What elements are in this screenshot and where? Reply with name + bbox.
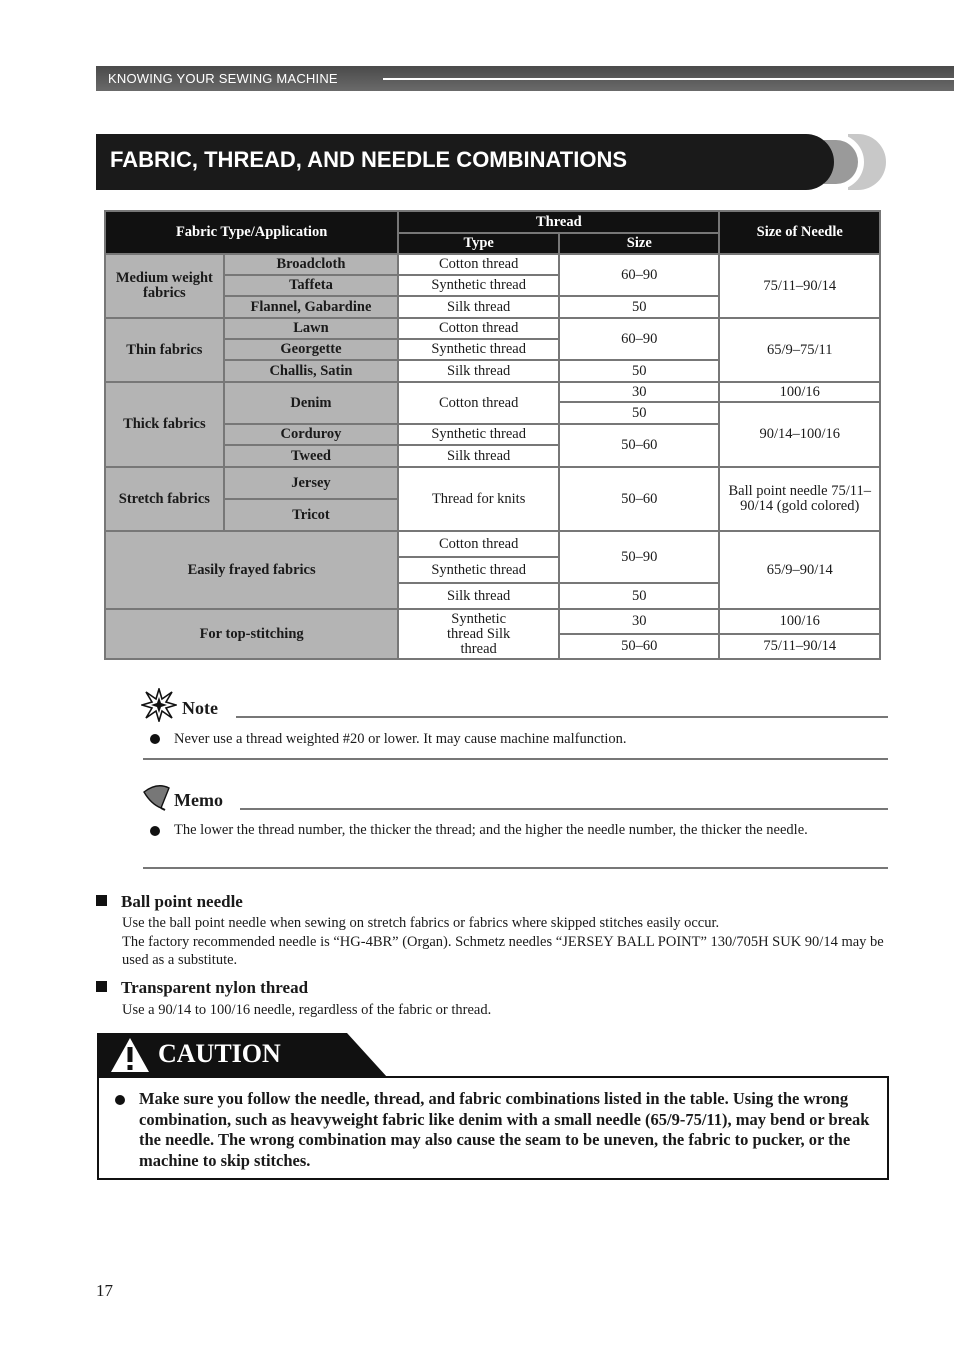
thread-size: 50 (559, 296, 719, 318)
thread-size: 50–60 (559, 424, 719, 467)
ballpoint-heading-text: Ball point needle (121, 892, 243, 911)
nylon-body: Use a 90/14 to 100/16 needle, regardless of the fabric or thread. (122, 1002, 492, 1018)
thread-type: Silk thread (398, 296, 559, 318)
header-bar (96, 66, 954, 91)
note-label: Note (182, 698, 218, 718)
page-title: FABRIC, THREAD, AND NEEDLE COMBINATIONS (110, 147, 627, 172)
header-fabric: Fabric Type/Application (105, 211, 398, 254)
needle-size: 100/16 (719, 609, 880, 634)
thread-type: Synthetic thread (398, 557, 559, 583)
fabric-challis: Challis, Satin (224, 360, 399, 382)
fabric-tricot: Tricot (224, 499, 399, 531)
fabric-corduroy: Corduroy (224, 424, 399, 445)
needle-size: 90/14–100/16 (719, 402, 880, 467)
thread-type: Synthetic thread (398, 339, 559, 360)
fabric-lawn: Lawn (224, 318, 399, 339)
caution-bullet (115, 1095, 125, 1105)
warning-icon (109, 1036, 151, 1074)
nylon-heading-text: Transparent nylon thread (121, 978, 309, 997)
ballpoint-line1: Use the ball point needle when sewing on stretch fabrics or fabrics where skipped stitches easily occur. (122, 915, 720, 931)
thread-type: Synthetic thread (398, 424, 559, 445)
header-size: Size (559, 233, 719, 254)
note-bullet (150, 734, 160, 744)
note-bottom-rule (143, 758, 888, 760)
thread-size: 50–60 (559, 634, 719, 659)
note-top-rule (236, 716, 888, 718)
ballpoint-heading (96, 892, 243, 912)
thread-type: Silk thread (398, 583, 559, 609)
thread-type: Thread for knits (398, 467, 559, 531)
thread-size: 50–60 (559, 467, 719, 531)
group-thick: Thick fabrics (105, 382, 224, 467)
thread-size: 50 (559, 360, 719, 382)
section-header: KNOWING YOUR SEWING MACHINE (108, 71, 338, 86)
thread-size: 50 (559, 583, 719, 609)
needle-size: 65/9–90/14 (719, 531, 880, 609)
memo-top-rule (240, 808, 888, 810)
group-thin: Thin fabrics (105, 318, 224, 382)
thread-size: 50 (559, 402, 719, 424)
title-banner (96, 134, 888, 190)
needle-size: 75/11–90/14 (719, 254, 880, 318)
nylon-heading (96, 978, 308, 998)
header-type: Type (398, 233, 559, 254)
fabric-broadcloth: Broadcloth (224, 254, 399, 275)
caution-label: CAUTION (158, 1039, 281, 1068)
square-bullet-icon (96, 981, 107, 992)
header-needle: Size of Needle (719, 211, 880, 254)
thread-size: 60–90 (559, 318, 719, 360)
group-topstitch: For top-stitching (105, 609, 398, 659)
fabric-denim: Denim (224, 382, 399, 424)
needle-size: Ball point needle 75/11–90/14 (gold colored) (719, 467, 880, 531)
group-frayed: Easily frayed fabrics (105, 531, 398, 609)
header-thread: Thread (398, 211, 719, 233)
thread-size: 50–90 (559, 531, 719, 583)
fabric-taffeta: Taffeta (224, 275, 399, 296)
square-bullet-icon (96, 895, 107, 906)
fabric-jersey: Jersey (224, 467, 399, 499)
ballpoint-body (122, 914, 892, 970)
needle-size: 100/16 (719, 382, 880, 402)
note-text: Never use a thread weighted #20 or lower. It may cause machine malfunction. (174, 731, 627, 747)
note-icon (141, 688, 177, 722)
memo-text: The lower the thread number, the thicker the thread; and the higher the needle number, the thicker the needle. (174, 822, 808, 838)
header-rule (383, 78, 954, 80)
thread-type: Synthetic thread (398, 275, 559, 296)
group-medium: Medium weight fabrics (105, 254, 224, 318)
combination-table (104, 210, 881, 660)
fabric-georgette: Georgette (224, 339, 399, 360)
thread-size: 30 (559, 609, 719, 634)
caution-box (97, 1076, 889, 1180)
memo-icon (141, 782, 173, 812)
ballpoint-line2: The factory recommended needle is “HG-4BR” (Organ). Schmetz needles “JERSEY BALL POINT” 130/705H SUK 90/14 may be used as a substitute. (122, 933, 884, 968)
thread-size: 60–90 (559, 254, 719, 296)
caution-text: Make sure you follow the needle, thread, and fabric combinations listed in the table. Using the wrong combination, such as heavyweight fabric like denim with a small needle (65/9-75/11), may bend or break the needle. The wrong combination may also cause the seam to be uneven, the fabric to pucker, or the machine to skip stitches. (139, 1089, 870, 1171)
fabric-tweed: Tweed (224, 445, 399, 467)
thread-type: Synthetic thread Silk thread (398, 609, 559, 659)
thread-type: Silk thread (398, 445, 559, 467)
memo-bottom-rule (143, 867, 888, 869)
memo-label: Memo (174, 790, 223, 810)
memo-bullet (150, 826, 160, 836)
thread-type: Cotton thread (398, 318, 559, 339)
thread-type: Silk thread (398, 360, 559, 382)
thread-type: Cotton thread (398, 531, 559, 557)
page-number: 17 (96, 1281, 113, 1300)
thread-size: 30 (559, 382, 719, 402)
needle-size: 65/9–75/11 (719, 318, 880, 382)
fabric-flannel: Flannel, Gabardine (224, 296, 399, 318)
group-stretch: Stretch fabrics (105, 467, 224, 531)
thread-type: Cotton thread (398, 382, 559, 424)
thread-type: Cotton thread (398, 254, 559, 275)
needle-size: 75/11–90/14 (719, 634, 880, 659)
